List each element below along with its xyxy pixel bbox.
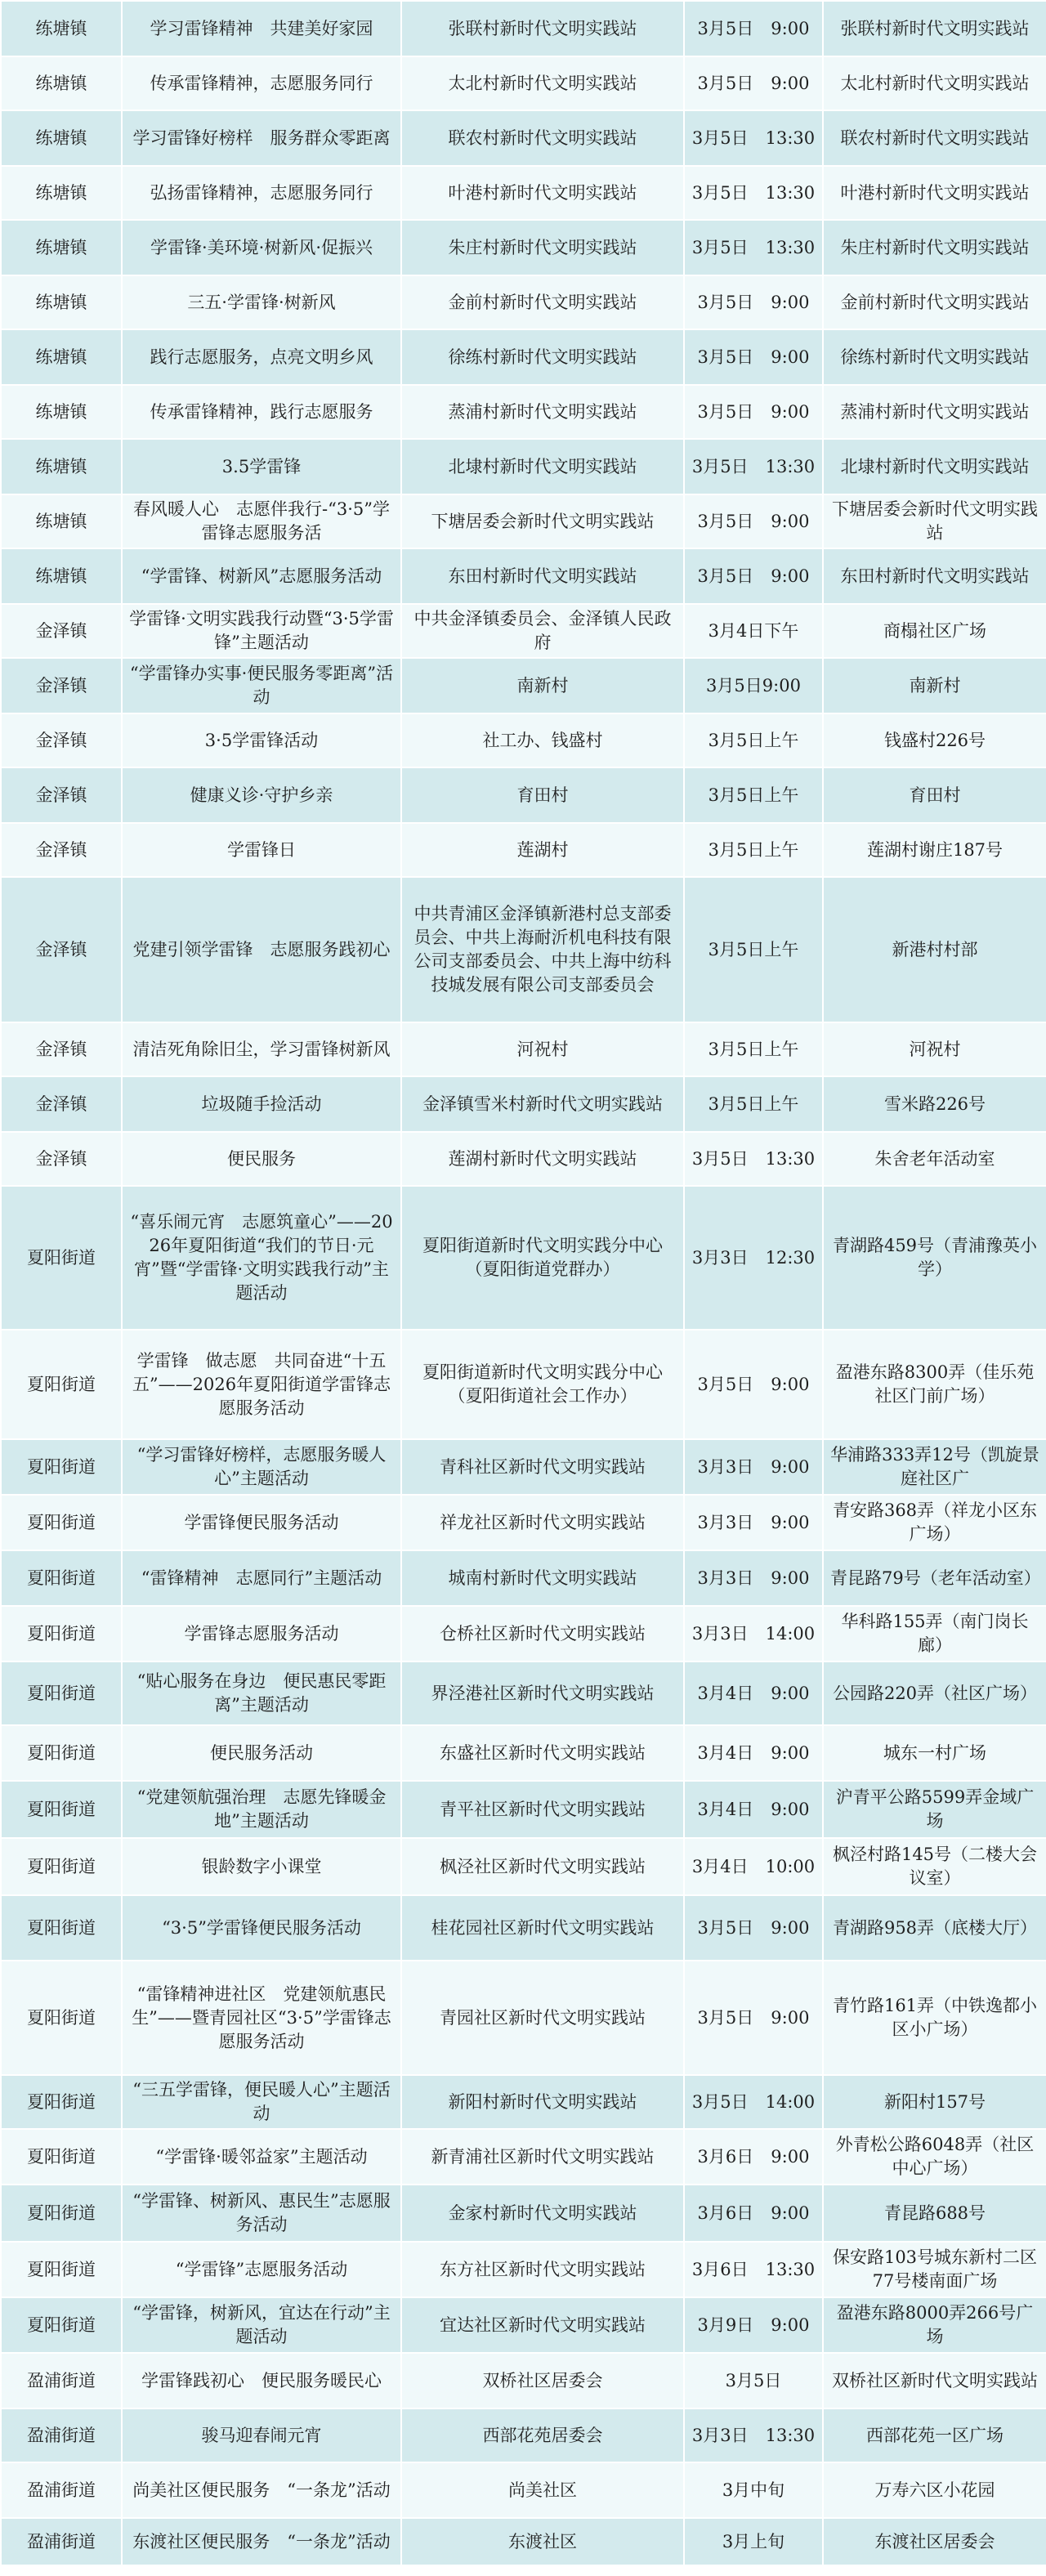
cell-organizer: 桂花园社区新时代文明实践站 bbox=[401, 1895, 684, 1961]
cell-organizer: 朱庄村新时代文明实践站 bbox=[401, 220, 684, 275]
table-row bbox=[1, 494, 1046, 548]
table-row bbox=[1, 1725, 1046, 1781]
cell-activity-name: 健康义诊·守护乡亲 bbox=[122, 767, 401, 823]
table-row bbox=[1, 1781, 1046, 1838]
cell-location: 盈港东路8300弄（佳乐苑社区门前广场） bbox=[823, 1330, 1046, 1439]
cell-organizer: 张联村新时代文明实践站 bbox=[401, 1, 684, 56]
cell-location: 华浦路333弄12号（凯旋景庭社区广 bbox=[823, 1439, 1046, 1495]
table-row bbox=[1, 1330, 1046, 1439]
cell-activity-name: “贴心服务在身边 便民惠民零距离”主题活动 bbox=[122, 1661, 401, 1725]
cell-town: 夏阳街道 bbox=[1, 1661, 122, 1725]
cell-activity-name: “3·5”学雷锋便民服务活动 bbox=[122, 1895, 401, 1961]
cell-town: 夏阳街道 bbox=[1, 1330, 122, 1439]
cell-location: 商榻社区广场 bbox=[823, 604, 1046, 658]
cell-location: 青昆路688号 bbox=[823, 2185, 1046, 2242]
cell-organizer: 青平社区新时代文明实践站 bbox=[401, 1781, 684, 1838]
table-row bbox=[1, 2185, 1046, 2242]
cell-activity-name: 银龄数字小课堂 bbox=[122, 1838, 401, 1895]
cell-location: 沪青平公路5599弄金域广场 bbox=[823, 1781, 1046, 1838]
cell-activity-name: 学习雷锋精神 共建美好家园 bbox=[122, 1, 401, 56]
cell-time: 3月5日上午 bbox=[684, 1022, 823, 1076]
cell-organizer: 徐练村新时代文明实践站 bbox=[401, 329, 684, 385]
table-row bbox=[1, 220, 1046, 275]
cell-time: 3月5日 9:00 bbox=[684, 1, 823, 56]
table-row bbox=[1, 1961, 1046, 2075]
cell-organizer: 莲湖村 bbox=[401, 823, 684, 877]
cell-time: 3月5日 13:30 bbox=[684, 439, 823, 494]
table-row bbox=[1, 1186, 1046, 1330]
table-row bbox=[1, 2353, 1046, 2408]
cell-organizer: 枫泾社区新时代文明实践站 bbox=[401, 1838, 684, 1895]
cell-town: 练塘镇 bbox=[1, 275, 122, 329]
cell-location: 太北村新时代文明实践站 bbox=[823, 56, 1046, 110]
cell-time: 3月5日 13:30 bbox=[684, 220, 823, 275]
table-row bbox=[1, 385, 1046, 439]
cell-town: 练塘镇 bbox=[1, 166, 122, 220]
cell-town: 夏阳街道 bbox=[1, 1186, 122, 1330]
table-row bbox=[1, 2129, 1046, 2185]
cell-organizer: 中共青浦区金泽镇新港村总支部委员会、中共上海耐沂机电科技有限公司支部委员会、中共上海中纺科技城发展有限公司支部委员会 bbox=[401, 877, 684, 1022]
cell-activity-name: 垃圾随手捡活动 bbox=[122, 1076, 401, 1132]
cell-time: 3月中旬 bbox=[684, 2462, 823, 2518]
table-row bbox=[1, 1550, 1046, 1606]
cell-location: 北埭村新时代文明实践站 bbox=[823, 439, 1046, 494]
cell-location: 双桥社区新时代文明实践站 bbox=[823, 2353, 1046, 2408]
cell-organizer: 宜达社区新时代文明实践站 bbox=[401, 2297, 684, 2353]
cell-organizer: 东方社区新时代文明实践站 bbox=[401, 2242, 684, 2297]
table-row bbox=[1, 2075, 1046, 2129]
cell-location: 金前村新时代文明实践站 bbox=[823, 275, 1046, 329]
cell-town: 盈浦街道 bbox=[1, 2408, 122, 2462]
cell-time: 3月5日 14:00 bbox=[684, 2075, 823, 2129]
table-row bbox=[1, 1, 1046, 56]
table-row bbox=[1, 1022, 1046, 1076]
cell-organizer: 青园社区新时代文明实践站 bbox=[401, 1961, 684, 2075]
cell-location: 叶港村新时代文明实践站 bbox=[823, 166, 1046, 220]
cell-town: 夏阳街道 bbox=[1, 1895, 122, 1961]
cell-activity-name: “三五学雷锋，便民暖人心”主题活动 bbox=[122, 2075, 401, 2129]
cell-location: 外青松公路6048弄（社区中心广场） bbox=[823, 2129, 1046, 2185]
cell-organizer: 双桥社区居委会 bbox=[401, 2353, 684, 2408]
cell-town: 夏阳街道 bbox=[1, 2185, 122, 2242]
cell-time: 3月3日 9:00 bbox=[684, 1439, 823, 1495]
cell-town: 练塘镇 bbox=[1, 110, 122, 166]
table-row bbox=[1, 1076, 1046, 1132]
cell-activity-name: 学雷锋志愿服务活动 bbox=[122, 1606, 401, 1661]
cell-activity-name: 骏马迎春闹元宵 bbox=[122, 2408, 401, 2462]
table-row bbox=[1, 1895, 1046, 1961]
cell-activity-name: 3.5学雷锋 bbox=[122, 439, 401, 494]
cell-organizer: 南新村 bbox=[401, 658, 684, 713]
cell-location: 新阳村157号 bbox=[823, 2075, 1046, 2129]
cell-town: 夏阳街道 bbox=[1, 1606, 122, 1661]
cell-time: 3月5日 9:00 bbox=[684, 275, 823, 329]
cell-town: 金泽镇 bbox=[1, 658, 122, 713]
table-row bbox=[1, 1606, 1046, 1661]
cell-town: 盈浦街道 bbox=[1, 2462, 122, 2518]
cell-time: 3月5日 13:30 bbox=[684, 1132, 823, 1186]
cell-activity-name: “学雷锋、树新风”志愿服务活动 bbox=[122, 548, 401, 604]
cell-organizer: 夏阳街道新时代文明实践分中心（夏阳街道社会工作办） bbox=[401, 1330, 684, 1439]
cell-location: 育田村 bbox=[823, 767, 1046, 823]
cell-organizer: 新青浦社区新时代文明实践站 bbox=[401, 2129, 684, 2185]
cell-time: 3月4日 9:00 bbox=[684, 1661, 823, 1725]
cell-activity-name: “喜乐闹元宵 志愿筑童心”——2026年夏阳街道“我们的节日·元宵”暨“学雷锋·文明实践我行动”主题活动 bbox=[122, 1186, 401, 1330]
cell-organizer: 城南村新时代文明实践站 bbox=[401, 1550, 684, 1606]
table-row bbox=[1, 548, 1046, 604]
cell-location: 公园路220弄（社区广场） bbox=[823, 1661, 1046, 1725]
cell-organizer: 河祝村 bbox=[401, 1022, 684, 1076]
cell-time: 3月5日上午 bbox=[684, 823, 823, 877]
cell-time: 3月5日 bbox=[684, 2353, 823, 2408]
cell-organizer: 尚美社区 bbox=[401, 2462, 684, 2518]
cell-activity-name: “雷锋精神 志愿同行”主题活动 bbox=[122, 1550, 401, 1606]
table-row bbox=[1, 1838, 1046, 1895]
cell-location: 青安路368弄（祥龙小区东广场） bbox=[823, 1495, 1046, 1550]
cell-time: 3月5日上午 bbox=[684, 713, 823, 767]
cell-location: 莲湖村谢庄187号 bbox=[823, 823, 1046, 877]
cell-organizer: 育田村 bbox=[401, 767, 684, 823]
table-row bbox=[1, 877, 1046, 1022]
cell-organizer: 联农村新时代文明实践站 bbox=[401, 110, 684, 166]
cell-activity-name: 清洁死角除旧尘，学习雷锋树新风 bbox=[122, 1022, 401, 1076]
cell-time: 3月5日 9:00 bbox=[684, 1895, 823, 1961]
table-row bbox=[1, 2518, 1046, 2565]
table-row bbox=[1, 2297, 1046, 2353]
table-row bbox=[1, 1661, 1046, 1725]
cell-activity-name: 党建引领学雷锋 志愿服务践初心 bbox=[122, 877, 401, 1022]
cell-time: 3月4日 9:00 bbox=[684, 1725, 823, 1781]
cell-organizer: 夏阳街道新时代文明实践分中心（夏阳街道党群办） bbox=[401, 1186, 684, 1330]
cell-activity-name: 三五·学雷锋·树新风 bbox=[122, 275, 401, 329]
table-row bbox=[1, 275, 1046, 329]
table-row bbox=[1, 56, 1046, 110]
cell-time: 3月5日上午 bbox=[684, 1076, 823, 1132]
cell-location: 枫泾村路145号（二楼大会议室） bbox=[823, 1838, 1046, 1895]
cell-town: 练塘镇 bbox=[1, 1, 122, 56]
activity-schedule-body bbox=[1, 1, 1046, 2565]
table-row bbox=[1, 1439, 1046, 1495]
cell-location: 联农村新时代文明实践站 bbox=[823, 110, 1046, 166]
cell-town: 练塘镇 bbox=[1, 220, 122, 275]
cell-location: 华科路155弄（南门岗长廊） bbox=[823, 1606, 1046, 1661]
cell-town: 练塘镇 bbox=[1, 548, 122, 604]
cell-time: 3月4日下午 bbox=[684, 604, 823, 658]
cell-town: 练塘镇 bbox=[1, 56, 122, 110]
cell-time: 3月6日 9:00 bbox=[684, 2129, 823, 2185]
cell-organizer: 东田村新时代文明实践站 bbox=[401, 548, 684, 604]
cell-time: 3月3日 12:30 bbox=[684, 1186, 823, 1330]
cell-activity-name: 学雷锋日 bbox=[122, 823, 401, 877]
cell-activity-name: 尚美社区便民服务 “一条龙”活动 bbox=[122, 2462, 401, 2518]
cell-activity-name: 东渡社区便民服务 “一条龙”活动 bbox=[122, 2518, 401, 2565]
cell-town: 练塘镇 bbox=[1, 385, 122, 439]
cell-location: 新港村村部 bbox=[823, 877, 1046, 1022]
cell-organizer: 金家村新时代文明实践站 bbox=[401, 2185, 684, 2242]
table-row bbox=[1, 767, 1046, 823]
cell-organizer: 金泽镇雪米村新时代文明实践站 bbox=[401, 1076, 684, 1132]
cell-activity-name: “学习雷锋好榜样，志愿服务暖人心”主题活动 bbox=[122, 1439, 401, 1495]
cell-time: 3月5日 13:30 bbox=[684, 110, 823, 166]
table-row bbox=[1, 2408, 1046, 2462]
table-row bbox=[1, 1495, 1046, 1550]
cell-town: 金泽镇 bbox=[1, 1132, 122, 1186]
cell-organizer: 东盛社区新时代文明实践站 bbox=[401, 1725, 684, 1781]
cell-town: 夏阳街道 bbox=[1, 2242, 122, 2297]
table-row bbox=[1, 658, 1046, 713]
cell-location: 张联村新时代文明实践站 bbox=[823, 1, 1046, 56]
cell-activity-name: 学雷锋·美环境·树新风·促振兴 bbox=[122, 220, 401, 275]
cell-activity-name: “学雷锋·暖邻益家”主题活动 bbox=[122, 2129, 401, 2185]
cell-town: 夏阳街道 bbox=[1, 2297, 122, 2353]
table-row bbox=[1, 110, 1046, 166]
cell-location: 城东一村广场 bbox=[823, 1725, 1046, 1781]
cell-time: 3月5日9:00 bbox=[684, 658, 823, 713]
table-row bbox=[1, 823, 1046, 877]
cell-organizer: 中共金泽镇委员会、金泽镇人民政府 bbox=[401, 604, 684, 658]
cell-location: 下塘居委会新时代文明实践站 bbox=[823, 494, 1046, 548]
cell-organizer: 西部花苑居委会 bbox=[401, 2408, 684, 2462]
cell-location: 南新村 bbox=[823, 658, 1046, 713]
cell-time: 3月3日 9:00 bbox=[684, 1495, 823, 1550]
cell-time: 3月4日 10:00 bbox=[684, 1838, 823, 1895]
cell-location: 朱舍老年活动室 bbox=[823, 1132, 1046, 1186]
cell-organizer: 蒸浦村新时代文明实践站 bbox=[401, 385, 684, 439]
cell-organizer: 东渡社区 bbox=[401, 2518, 684, 2565]
cell-time: 3月5日 9:00 bbox=[684, 56, 823, 110]
cell-location: 青湖路459号（青浦豫英小学） bbox=[823, 1186, 1046, 1330]
cell-time: 3月5日 9:00 bbox=[684, 385, 823, 439]
cell-organizer: 金前村新时代文明实践站 bbox=[401, 275, 684, 329]
cell-location: 盈港东路8000弄266号广场 bbox=[823, 2297, 1046, 2353]
cell-time: 3月5日上午 bbox=[684, 767, 823, 823]
cell-location: 万寿六区小花园 bbox=[823, 2462, 1046, 2518]
table-row bbox=[1, 2242, 1046, 2297]
cell-town: 金泽镇 bbox=[1, 877, 122, 1022]
cell-organizer: 青科社区新时代文明实践站 bbox=[401, 1439, 684, 1495]
cell-activity-name: “雷锋精神进社区 党建领航惠民生”——暨青园社区“3·5”学雷锋志愿服务活动 bbox=[122, 1961, 401, 2075]
cell-town: 夏阳街道 bbox=[1, 1781, 122, 1838]
table-row bbox=[1, 329, 1046, 385]
cell-organizer: 仓桥社区新时代文明实践站 bbox=[401, 1606, 684, 1661]
cell-town: 练塘镇 bbox=[1, 439, 122, 494]
cell-location: 青竹路161弄（中铁逸都小区小广场） bbox=[823, 1961, 1046, 2075]
cell-organizer: 太北村新时代文明实践站 bbox=[401, 56, 684, 110]
cell-activity-name: “学雷锋办实事·便民服务零距离”活动 bbox=[122, 658, 401, 713]
cell-town: 夏阳街道 bbox=[1, 1495, 122, 1550]
cell-time: 3月3日 9:00 bbox=[684, 1550, 823, 1606]
cell-activity-name: 学雷锋践初心 便民服务暖民心 bbox=[122, 2353, 401, 2408]
cell-location: 东田村新时代文明实践站 bbox=[823, 548, 1046, 604]
cell-activity-name: 传承雷锋精神，践行志愿服务 bbox=[122, 385, 401, 439]
cell-activity-name: 便民服务活动 bbox=[122, 1725, 401, 1781]
cell-town: 金泽镇 bbox=[1, 767, 122, 823]
cell-town: 夏阳街道 bbox=[1, 1725, 122, 1781]
cell-town: 夏阳街道 bbox=[1, 1838, 122, 1895]
cell-time: 3月6日 9:00 bbox=[684, 2185, 823, 2242]
cell-time: 3月5日 9:00 bbox=[684, 548, 823, 604]
cell-location: 东渡社区居委会 bbox=[823, 2518, 1046, 2565]
cell-time: 3月6日 13:30 bbox=[684, 2242, 823, 2297]
cell-town: 夏阳街道 bbox=[1, 1961, 122, 2075]
cell-activity-name: “学雷锋、树新风、惠民生”志愿服务活动 bbox=[122, 2185, 401, 2242]
table-row bbox=[1, 1132, 1046, 1186]
cell-location: 青湖路958弄（底楼大厅） bbox=[823, 1895, 1046, 1961]
cell-town: 金泽镇 bbox=[1, 713, 122, 767]
cell-town: 夏阳街道 bbox=[1, 2129, 122, 2185]
cell-activity-name: “党建领航强治理 志愿先锋暖金地”主题活动 bbox=[122, 1781, 401, 1838]
cell-time: 3月5日 9:00 bbox=[684, 494, 823, 548]
cell-activity-name: 学雷锋便民服务活动 bbox=[122, 1495, 401, 1550]
cell-town: 夏阳街道 bbox=[1, 1439, 122, 1495]
cell-organizer: 祥龙社区新时代文明实践站 bbox=[401, 1495, 684, 1550]
cell-time: 3月5日 9:00 bbox=[684, 1330, 823, 1439]
table-row bbox=[1, 2462, 1046, 2518]
cell-organizer: 下塘居委会新时代文明实践站 bbox=[401, 494, 684, 548]
cell-location: 朱庄村新时代文明实践站 bbox=[823, 220, 1046, 275]
cell-time: 3月上旬 bbox=[684, 2518, 823, 2565]
table-row bbox=[1, 439, 1046, 494]
cell-location: 西部花苑一区广场 bbox=[823, 2408, 1046, 2462]
cell-activity-name: “学雷锋，树新风，宜达在行动”主题活动 bbox=[122, 2297, 401, 2353]
cell-organizer: 莲湖村新时代文明实践站 bbox=[401, 1132, 684, 1186]
cell-activity-name: 学雷锋 做志愿 共同奋进“十五五”——2026年夏阳街道学雷锋志愿服务活动 bbox=[122, 1330, 401, 1439]
cell-location: 青昆路79号（老年活动室） bbox=[823, 1550, 1046, 1606]
cell-activity-name: 传承雷锋精神，志愿服务同行 bbox=[122, 56, 401, 110]
cell-town: 夏阳街道 bbox=[1, 2075, 122, 2129]
cell-location: 徐练村新时代文明实践站 bbox=[823, 329, 1046, 385]
cell-time: 3月5日 9:00 bbox=[684, 329, 823, 385]
cell-activity-name: “学雷锋”志愿服务活动 bbox=[122, 2242, 401, 2297]
cell-town: 金泽镇 bbox=[1, 1076, 122, 1132]
table-row bbox=[1, 604, 1046, 658]
cell-activity-name: 学雷锋·文明实践我行动暨“3·5学雷锋”主题活动 bbox=[122, 604, 401, 658]
cell-town: 盈浦街道 bbox=[1, 2518, 122, 2565]
cell-time: 3月5日上午 bbox=[684, 877, 823, 1022]
cell-organizer: 叶港村新时代文明实践站 bbox=[401, 166, 684, 220]
cell-time: 3月4日 9:00 bbox=[684, 1781, 823, 1838]
cell-organizer: 新阳村新时代文明实践站 bbox=[401, 2075, 684, 2129]
cell-activity-name: 践行志愿服务，点亮文明乡风 bbox=[122, 329, 401, 385]
cell-town: 盈浦街道 bbox=[1, 2353, 122, 2408]
table-row bbox=[1, 166, 1046, 220]
cell-organizer: 北埭村新时代文明实践站 bbox=[401, 439, 684, 494]
cell-location: 蒸浦村新时代文明实践站 bbox=[823, 385, 1046, 439]
cell-time: 3月5日 9:00 bbox=[684, 1961, 823, 2075]
cell-time: 3月9日 9:00 bbox=[684, 2297, 823, 2353]
cell-location: 钱盛村226号 bbox=[823, 713, 1046, 767]
cell-organizer: 社工办、钱盛村 bbox=[401, 713, 684, 767]
cell-activity-name: 3·5学雷锋活动 bbox=[122, 713, 401, 767]
cell-town: 金泽镇 bbox=[1, 604, 122, 658]
cell-location: 河祝村 bbox=[823, 1022, 1046, 1076]
cell-location: 雪米路226号 bbox=[823, 1076, 1046, 1132]
cell-location: 保安路103号城东新村二区77号楼南面广场 bbox=[823, 2242, 1046, 2297]
cell-activity-name: 学习雷锋好榜样 服务群众零距离 bbox=[122, 110, 401, 166]
cell-organizer: 界泾港社区新时代文明实践站 bbox=[401, 1661, 684, 1725]
cell-activity-name: 便民服务 bbox=[122, 1132, 401, 1186]
cell-town: 金泽镇 bbox=[1, 1022, 122, 1076]
cell-time: 3月3日 14:00 bbox=[684, 1606, 823, 1661]
cell-town: 练塘镇 bbox=[1, 494, 122, 548]
cell-town: 练塘镇 bbox=[1, 329, 122, 385]
cell-time: 3月3日 13:30 bbox=[684, 2408, 823, 2462]
cell-time: 3月5日 13:30 bbox=[684, 166, 823, 220]
table-row bbox=[1, 713, 1046, 767]
cell-activity-name: 弘扬雷锋精神，志愿服务同行 bbox=[122, 166, 401, 220]
cell-town: 夏阳街道 bbox=[1, 1550, 122, 1606]
cell-activity-name: 春风暖人心 志愿伴我行-“3·5”学雷锋志愿服务活 bbox=[122, 494, 401, 548]
cell-town: 金泽镇 bbox=[1, 823, 122, 877]
